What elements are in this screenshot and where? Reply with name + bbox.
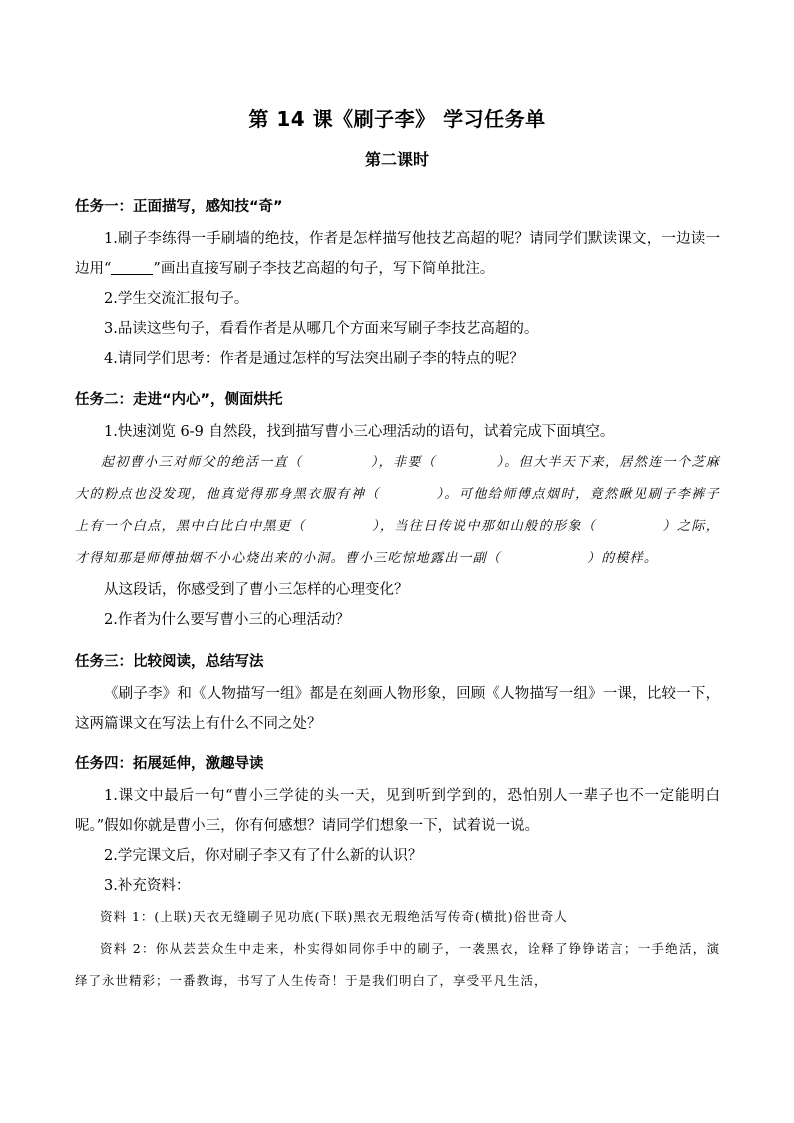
cloze-segment-7: ）的模样。	[587, 551, 659, 566]
cloze-segment-5: ），当往日传说中那如山般的形象（	[371, 519, 597, 534]
page-title: 第 14 课《刷子李》 学习任务单	[248, 107, 546, 131]
task-four-heading: 任务四：拓展延伸，激趣导读	[75, 756, 264, 772]
cloze-paragraph	[75, 447, 720, 575]
task-one-item-4: 4.请同学们思考：作者是通过怎样的写法突出刷子李的特点的呢？	[104, 351, 524, 367]
task-four-item-2: 2.学完课文后，你对刷子李又有了什么新的认识？	[104, 848, 423, 864]
task-one-item-2: 2.学生交流汇报句子。	[104, 291, 249, 307]
cloze-segment-2: ），非要（	[370, 455, 437, 470]
cloze-segment-3: ）。但大半天下来，居然连一个芝麻大的粉点也没发现，他真觉得那身黑衣服有神（	[75, 455, 720, 502]
task-one-item-3: 3.品读这些句子，看看作者是从哪几个方面来写刷子李技艺高超的。	[104, 321, 539, 337]
task-three-text: 《刷子李》和《人物描写一组》都是在刻画人物形象，回顾《人物描写一组》一课，比较一下，这两篇课文在写法上有什么不同之处？	[75, 686, 720, 732]
task-two-intro: 1.快速浏览 6-9 自然段，找到描写曹小三心理活动的语句，试着完成下面填空。	[104, 424, 615, 440]
cloze-segment-6: ）之际，才得知那是师傅抽烟不小心烧出来的小洞。曹小三吃惊地露出一副（	[75, 519, 720, 566]
task-four-item-1: 1.课文中最后一句“曹小三学徒的头一天，见到听到学到的，恐怕别人一辈子也不一定能明白呢。”假如你就是曹小三，你有何感想？请同学们想象一下，试着说一说。	[75, 788, 720, 834]
task-three-section	[75, 651, 720, 739]
task-three-heading: 任务三：比较阅读，总结写法	[75, 654, 264, 670]
task-one-item-1	[75, 224, 720, 284]
underline-blank	[111, 260, 153, 275]
task-one-heading: 任务一：正面描写，感知技“奇”	[75, 199, 283, 215]
task-two-question-2: 2.作者为什么要写曹小三的心理活动？	[104, 612, 350, 628]
task-four-section	[75, 753, 720, 997]
task-two-section	[75, 389, 720, 635]
page-subtitle: 第二课时	[364, 150, 429, 169]
material-2: 资料 2：你从芸芸众生中走来，朴实得如同你手中的刷子，一袭黑衣，诠释了铮铮诺言；一手绝活，演绎了永世精彩；一番教诲，书写了人生传奇！于是我们明白了，享受平凡生活，	[75, 941, 720, 988]
task-one-item-1-part-b: ”画出直接写刷子李技艺高超的句子，写下简单批注。	[153, 261, 495, 277]
task-one-item-1-part-a: 1.刷子李练得一手刷墙的绝技，作者是怎样描写他技艺高超的呢？请同学们默读课文，一边读一边用“	[75, 231, 720, 277]
task-one-section	[75, 196, 720, 374]
document-body	[75, 196, 720, 997]
material-1: 资料 1：(上联)天衣无缝刷子见功底(下联)黑衣无瑕绝活写传奇(横批)俗世奇人	[100, 909, 568, 924]
cloze-segment-4: ）。可他给师傅点烟时，竟然瞅见刷子李裤子上有一个白点，黑中白比白中黑更（	[75, 487, 720, 534]
task-four-item-3: 3.补充资料：	[104, 878, 191, 894]
task-two-heading: 任务二：走进“内心”，侧面烘托	[75, 392, 283, 408]
cloze-segment-1: 起初曹小三对师父的绝活一直（	[101, 455, 303, 470]
task-two-question-1: 从这段话，你感受到了曹小三怎样的心理变化？	[104, 582, 409, 598]
